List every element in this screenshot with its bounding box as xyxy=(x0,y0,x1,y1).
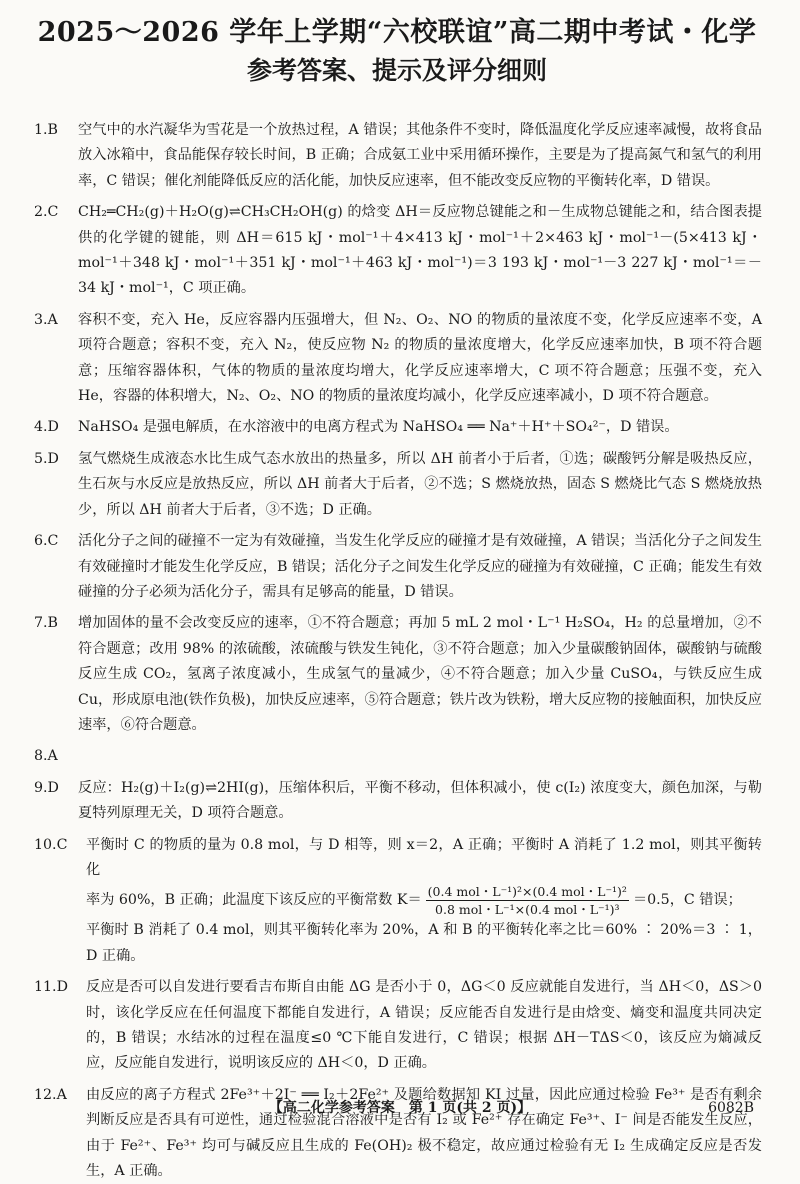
answer-item-1 xyxy=(34,118,762,194)
answer-explanation: 反应是否可以自发进行要看吉布斯自由能 ΔG 是否小于 0，ΔG＜0 反应就能自发进行，当 ΔH＜0，ΔS＞0 时，该化学反应在任何温度下都能自发进行，A 错误；反应能否自发进行是由焓变、熵变和温度共同决定的，B 错误；水结冰的过程在温度≤0 ℃下能自发进行，C 错误；根据 ΔH－TΔS＜0，该反应为熵减反应，反应能自发进行，说明该反应的 ΔH＜0，D 正确。 xyxy=(86,979,762,1072)
formula-prefix: 率为 60%，B 正确；此温度下该反应的平衡常数 K＝ xyxy=(86,892,422,909)
answer-explanation: 增加固体的量不会改变反应的速率，①不符合题意；再加 5 mL 2 mol・L⁻¹ H₂SO₄，H₂ 的总量增加，②不符合题意；改用 98% 的浓硫酸，浓硫酸与铁发生钝化，③不符合题意；加入少量碳酸钠固体，碳酸钠与硫酸反应生成 CO₂，氢离子浓度减小，生成氢气的量减少，④不符合题意；加入少量 CuSO₄，与铁反应生成 Cu，形成原电池(铁作负极)，加快反应速率，⑤符合题意；铁片改为铁粉，增大反应物的接触面积，加快反应速率，⑥符合题意。 xyxy=(78,615,762,733)
answer-item-5 xyxy=(34,447,762,523)
equilibrium-constant-formula xyxy=(86,883,762,918)
answer-item-6 xyxy=(34,529,762,605)
answer-number: 6.C xyxy=(34,533,59,550)
answer-number: 5.D xyxy=(34,450,59,467)
document-code: 6082B xyxy=(708,1100,754,1116)
answer-number: 9.D xyxy=(34,779,59,796)
answer-item-2 xyxy=(34,200,762,302)
answer-explanation-tail: 平衡时 B 消耗了 0.4 mol，则其平衡转化率为 20%，A 和 B 的平衡转化率之比＝60% ∶ 20%＝3 ∶ 1，D 正确。 xyxy=(86,922,762,964)
answer-item-3 xyxy=(34,308,762,410)
fraction-numerator: (0.4 mol・L⁻¹)²×(0.4 mol・L⁻¹)² xyxy=(427,884,627,900)
answer-item-4 xyxy=(34,415,762,440)
answer-number: 8.A xyxy=(34,748,58,765)
page-number-label: 【高二化学参考答案 第 1 页(共 2 页)】 xyxy=(268,1100,532,1116)
formula-fraction xyxy=(426,883,629,918)
answer-explanation: 氢气燃烧生成液态水比生成气态水放出的热量多，所以 ΔH 前者小于后者，①选；碳酸钙分解是吸热反应，生石灰与水反应是放热反应，所以 ΔH 前者大于后者，②不选；S 燃烧放热，固态 S 燃烧比气态 S 燃烧放热少，所以 ΔH 前者大于后者，③不选；D 正确。 xyxy=(78,450,762,518)
answer-item-11 xyxy=(34,975,762,1077)
answer-number: 3.A xyxy=(34,311,58,328)
answer-item-7 xyxy=(34,611,762,738)
answer-explanation: 空气中的水汽凝华为雪花是一个放热过程，A 错误；其他条件不变时，降低温度化学反应速率减慢，故将食品放入冰箱中，食品能保存较长时间，B 正确；合成氨工业中采用循环操作，主要是为了提高氮气和氢气的利用率，C 错误；催化剂能降低反应的活化能，加快反应速率，但不能改变反应物的平衡转化率，D 错误。 xyxy=(78,122,762,189)
formula-suffix: ＝0.5，C 错误； xyxy=(632,892,742,909)
answer-number: 11.D xyxy=(34,979,68,996)
answer-explanation: NaHSO₄ 是强电解质，在水溶液中的电离方程式为 NaHSO₄ ══ Na⁺＋H⁺＋SO₄²⁻，D 错误。 xyxy=(78,419,679,436)
answer-number: 1.B xyxy=(34,122,58,138)
fraction-denominator: 0.8 mol・L⁻¹×(0.4 mol・L⁻¹)³ xyxy=(435,902,620,918)
answer-explanation: 平衡时 C 的物质的量为 0.8 mol，与 D 相等，则 x＝2，A 正确；平衡时 A 消耗了 1.2 mol，则其平衡转化 xyxy=(86,836,762,878)
answer-explanation: CH₂═CH₂(g)＋H₂O(g)⇌CH₃CH₂OH(g) 的焓变 ΔH＝反应物总键能之和－生成物总键能之和，结合图表提供的化学键的键能，则 ΔH＝615 kJ・mol⁻¹＋4×413 kJ・mol⁻¹＋2×463 kJ・mol⁻¹－(5×413 kJ・mol⁻¹＋348 kJ・mol⁻¹＋351 kJ・mol⁻¹＋463 kJ・mol⁻¹)＝3 193 kJ・mol⁻¹－3 227 kJ・mol⁻¹＝－34 kJ・mol⁻¹，C 项正确。 xyxy=(78,204,762,297)
answer-number: 2.C xyxy=(34,204,59,221)
page-subtitle: 参考答案、提示及评分细则 xyxy=(246,56,547,85)
answer-list xyxy=(34,118,762,1184)
answer-item-10 xyxy=(34,833,762,970)
answer-number: 7.B xyxy=(34,615,58,632)
answer-number: 4.D xyxy=(34,419,59,436)
answer-explanation: 反应：H₂(g)＋I₂(g)⇌2HI(g)，压缩体积后，平衡不移动，但体积减小，使 c(I₂) 浓度变大，颜色加深，与勒夏特列原理无关，D 项符合题意。 xyxy=(78,779,762,822)
answer-explanation: 活化分子之间的碰撞不一定为有效碰撞，当发生化学反应的碰撞才是有效碰撞，A 错误；当活化分子之间发生有效碰撞时才能发生化学反应，B 错误；活化分子之间发生化学反应的碰撞为有效碰撞，C 正确；能发生有效碰撞的分子必须为活化分子，需具有足够高的能量，D 错误。 xyxy=(78,533,762,600)
answer-item-9 xyxy=(34,776,762,827)
answer-number: 10.C xyxy=(34,836,68,853)
answer-explanation: 容积不变，充入 He，反应容器内压强增大，但 N₂、O₂、NO 的物质的量浓度不变，化学反应速率不变，A 项符合题意；容积不变，充入 N₂，使反应物 N₂ 的物质的量浓度增大，化学反应速率加快，B 项不符合题意；压缩容器体积，气体的物质的量浓度均增大，化学反应速率增大，C 项不符合题意；压强不变，充入 He，容器的体积增大，N₂、O₂、NO 的物质的量浓度均减小，化学反应速率减小，D 项不符合题意。 xyxy=(78,311,762,405)
page-title: 2025～2026 学年上学期“六校联谊”高二期中考试・化学 xyxy=(37,17,757,48)
answer-number: 12.A xyxy=(34,1086,67,1103)
answer-item-8 xyxy=(34,744,762,769)
answer-explanation: 由反应的离子方程式 2Fe³⁺＋2I⁻ ══ I₂＋2Fe²⁺ 及题给数据知 KI 过量，因此应通过检验 Fe³⁺ 是否有剩余判断反应是否具有可逆性，通过检验混合溶液中是否有 I₂ 或 Fe²⁺ 存在确定 Fe³⁺、I⁻ 间是否能发生反应，由于 Fe²⁺、Fe³⁺ 均可与碱反应且生成的 Fe(OH)₂ 极不稳定，故应通过检验有无 I₂ 生成确定反应是否发生，A 正确。 xyxy=(86,1086,762,1180)
